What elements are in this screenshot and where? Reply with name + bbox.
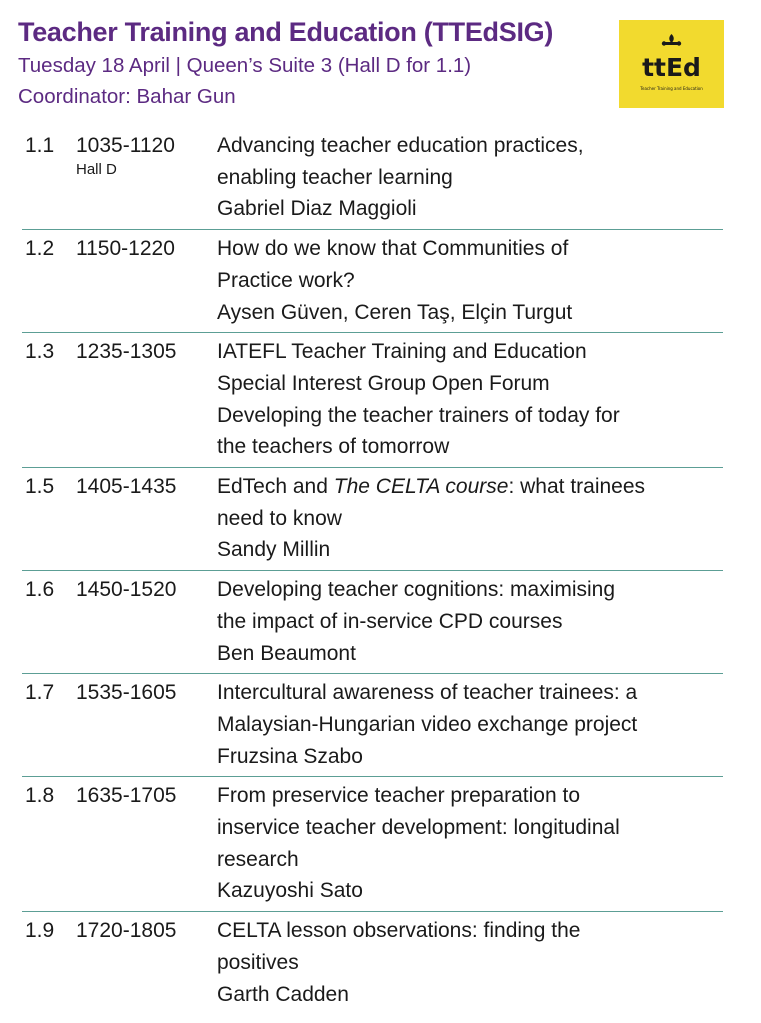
coordinator: Coordinator: Bahar Gun	[18, 85, 236, 108]
session-title-line: inservice teacher development: longitudinal	[217, 816, 620, 840]
session-title-line: Developing the teacher trainers of today for	[217, 403, 620, 427]
session-title-line: From preservice teacher preparation to	[217, 784, 580, 808]
page-header	[18, 14, 618, 112]
session-title-line: Practice work?	[217, 268, 355, 292]
session-number: 1.3	[25, 340, 55, 364]
session-row	[22, 127, 723, 230]
session-speaker: Sandy Millin	[217, 538, 331, 562]
session-row	[22, 571, 723, 674]
session-title-line: Advancing teacher education practices,	[217, 134, 584, 157]
session-title-line: positives	[217, 950, 299, 974]
session-number: 1.5	[25, 475, 55, 499]
session-info	[217, 574, 723, 669]
session-time: 1035-1120	[76, 134, 175, 157]
ttedsig-logo	[619, 20, 724, 108]
session-title-part: : what trainees	[508, 475, 646, 499]
session-info	[217, 677, 723, 772]
session-speaker: Aysen Güven, Ceren Taş, Elçin Turgut	[217, 300, 573, 324]
page-title: Teacher Training and Education (TTEdSIG)	[18, 17, 554, 47]
session-title-line: research	[217, 847, 299, 871]
session-number: 1.9	[25, 919, 55, 943]
session-title-line: IATEFL Teacher Training and Education	[217, 340, 587, 364]
session-number: 1.7	[25, 681, 55, 705]
session-speaker: Kazuyoshi Sato	[217, 879, 363, 903]
session-row	[22, 777, 723, 912]
session-info	[217, 471, 723, 566]
session-title-line	[217, 471, 723, 503]
session-number: 1.2	[25, 237, 55, 261]
session-title-line: How do we know that Communities of	[217, 237, 569, 261]
session-time: 1405-1435	[76, 475, 177, 499]
session-title-part: EdTech and	[217, 475, 334, 499]
session-row	[22, 674, 723, 777]
session-time: 1720-1805	[76, 919, 177, 943]
session-info	[217, 336, 723, 463]
session-title-line: enabling teacher learning	[217, 165, 453, 189]
session-title-line: CELTA lesson observations: finding the	[217, 919, 581, 943]
logo-text: ttEd	[642, 53, 701, 82]
session-time: 1235-1305	[76, 340, 177, 364]
session-time: 1450-1520	[76, 578, 177, 602]
session-title-line: the teachers of tomorrow	[217, 435, 450, 459]
session-time: 1635-1705	[76, 784, 177, 808]
session-title-line: the impact of in-service CPD courses	[217, 609, 563, 633]
session-speaker: Ben Beaumont	[217, 641, 356, 665]
session-info	[217, 915, 723, 1010]
session-time: 1535-1605	[76, 681, 177, 705]
session-speaker: Gabriel Diaz Maggioli	[217, 197, 417, 221]
session-number: 1.8	[25, 784, 55, 808]
session-title-line: Special Interest Group Open Forum	[217, 371, 550, 395]
session-row	[22, 468, 723, 571]
session-title-line: need to know	[217, 506, 342, 530]
session-list	[22, 127, 723, 1014]
session-room: Hall D	[76, 161, 117, 178]
session-speaker: Fruzsina Szabo	[217, 744, 363, 768]
session-title-line: Developing teacher cognitions: maximising	[217, 578, 616, 602]
session-info	[217, 233, 723, 328]
session-row	[22, 230, 723, 333]
course-name: The CELTA course	[333, 475, 509, 499]
session-speaker: Garth Cadden	[217, 982, 349, 1006]
session-info	[217, 130, 723, 225]
date-venue: Tuesday 18 April | Queen’s Suite 3 (Hall D for 1.1)	[18, 54, 472, 77]
session-row	[22, 333, 723, 468]
session-number: 1.6	[25, 578, 55, 602]
session-time: 1150-1220	[76, 237, 175, 261]
logo-small-text: Teacher Training and Education	[640, 86, 703, 91]
session-info	[217, 780, 723, 907]
session-title-line: Intercultural awareness of teacher trainees: a	[217, 681, 638, 705]
session-title-line: Malaysian-Hungarian video exchange project	[217, 712, 638, 736]
session-row	[22, 912, 723, 1014]
session-number: 1.1	[25, 134, 55, 157]
